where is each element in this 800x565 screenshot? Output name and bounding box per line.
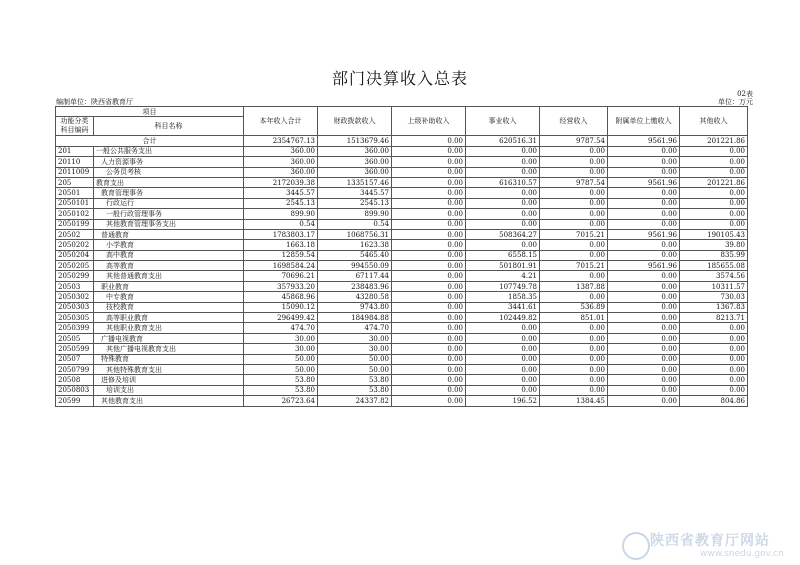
cell-value: 0.00 — [392, 167, 466, 177]
cell-value: 1698584.24 — [244, 261, 318, 271]
cell-name: 一般公共服务支出 — [94, 146, 244, 156]
watermark-logo-icon — [622, 532, 650, 560]
cell-value: 0.00 — [540, 240, 608, 250]
cell-value: 0.00 — [392, 333, 466, 343]
cell-value: 0.00 — [608, 313, 680, 323]
organization-label: 编制单位：陕西省教育厅 — [56, 98, 133, 106]
cell-value: 536.89 — [540, 302, 608, 312]
cell-value: 360.00 — [318, 146, 392, 156]
cell-value: 3441.61 — [466, 302, 540, 312]
cell-value: 0.00 — [392, 209, 466, 219]
cell-code: 2050199 — [56, 219, 94, 229]
cell-value: 296499.42 — [244, 313, 318, 323]
table-row — [56, 209, 748, 219]
cell-value: 50.00 — [318, 354, 392, 364]
cell-value: 0.00 — [540, 333, 608, 343]
form-number: 02表 — [737, 90, 753, 98]
cell-code: 2050599 — [56, 344, 94, 354]
cell-value: 0.00 — [466, 354, 540, 364]
cell-name: 高等教育 — [94, 261, 244, 271]
header-col-other: 其他收入 — [680, 107, 748, 136]
cell-value: 0.00 — [608, 271, 680, 281]
table-row — [56, 146, 748, 156]
cell-value: 6558.15 — [466, 250, 540, 260]
cell-value: 0.00 — [466, 167, 540, 177]
cell-value: 30.00 — [318, 333, 392, 343]
table-row — [56, 375, 748, 385]
cell-value: 0.00 — [392, 198, 466, 208]
table-row — [56, 240, 748, 250]
cell-value: 1367.83 — [680, 302, 748, 312]
cell-value: 0.00 — [540, 188, 608, 198]
cell-value: 9561.96 — [608, 261, 680, 271]
cell-value: 0.00 — [466, 364, 540, 374]
cell-value: 0.00 — [540, 167, 608, 177]
cell-value: 70696.21 — [244, 271, 318, 281]
cell-value: 0.00 — [392, 188, 466, 198]
cell-value: 0.00 — [540, 146, 608, 156]
cell-value: 835.99 — [680, 250, 748, 260]
cell-code: 2050799 — [56, 364, 94, 374]
cell-name: 行政运行 — [94, 198, 244, 208]
cell-value: 0.00 — [608, 281, 680, 291]
cell-value: 899.90 — [318, 209, 392, 219]
cell-value: 190105.43 — [680, 229, 748, 239]
cell-value: 0.00 — [540, 364, 608, 374]
cell-value: 0.00 — [392, 146, 466, 156]
cell-value: 0.00 — [392, 313, 466, 323]
cell-value: 1335157.46 — [318, 177, 392, 187]
cell-name: 高等职业教育 — [94, 313, 244, 323]
cell-value: 0.00 — [608, 157, 680, 167]
cell-value: 30.00 — [318, 344, 392, 354]
table-row — [56, 250, 748, 260]
cell-value: 0.00 — [392, 292, 466, 302]
cell-value: 201221.86 — [680, 177, 748, 187]
cell-value: 0.00 — [392, 261, 466, 271]
cell-code: 2050399 — [56, 323, 94, 333]
cell-value: 24337.82 — [318, 396, 392, 406]
cell-value: 0.54 — [318, 219, 392, 229]
cell-name: 教育支出 — [94, 177, 244, 187]
cell-code: 20501 — [56, 188, 94, 198]
cell-value: 53.80 — [244, 375, 318, 385]
table-row — [56, 281, 748, 291]
cell-value: 1623.38 — [318, 240, 392, 250]
cell-value: 0.00 — [680, 354, 748, 364]
cell-name: 其他普通教育支出 — [94, 271, 244, 281]
watermark-url: www.snedu.gov.cn — [700, 549, 784, 559]
table-row — [56, 364, 748, 374]
cell-code: 2050299 — [56, 271, 94, 281]
cell-name: 其他职业教育支出 — [94, 323, 244, 333]
cell-value: 0.00 — [466, 323, 540, 333]
cell-value: 50.00 — [244, 354, 318, 364]
cell-value: 0.00 — [392, 250, 466, 260]
cell-value: 0.00 — [466, 333, 540, 343]
cell-value: 0.00 — [540, 375, 608, 385]
table-row — [56, 313, 748, 323]
cell-name: 小学教育 — [94, 240, 244, 250]
cell-value: 0.00 — [392, 240, 466, 250]
cell-value: 10311.57 — [680, 281, 748, 291]
cell-value: 12859.54 — [244, 250, 318, 260]
cell-value: 0.00 — [680, 375, 748, 385]
unit-label: 单位：万元 — [718, 98, 753, 106]
cell-value: 107749.78 — [466, 281, 540, 291]
cell-name: 普通教育 — [94, 229, 244, 239]
cell-value: 1858.35 — [466, 292, 540, 302]
cell-value: 851.01 — [540, 313, 608, 323]
cell-value: 3445.57 — [318, 188, 392, 198]
watermark-text: 陕西省教育厅网站 — [650, 533, 770, 549]
cell-value: 0.00 — [540, 157, 608, 167]
cell-code: 2050305 — [56, 313, 94, 323]
cell-value: 0.00 — [608, 198, 680, 208]
cell-code: 20503 — [56, 281, 94, 291]
cell-value: 0.00 — [392, 385, 466, 395]
cell-value: 0.00 — [608, 302, 680, 312]
cell-value: 0.00 — [466, 157, 540, 167]
cell-value: 474.70 — [244, 323, 318, 333]
cell-value: 0.00 — [540, 354, 608, 364]
cell-value: 804.86 — [680, 396, 748, 406]
cell-value: 0.00 — [608, 240, 680, 250]
cell-value: 9561.96 — [608, 229, 680, 239]
cell-value: 0.00 — [540, 292, 608, 302]
cell-code: 2050302 — [56, 292, 94, 302]
cell-value: 50.00 — [318, 364, 392, 374]
cell-name: 其他广播电视教育支出 — [94, 344, 244, 354]
cell-name: 一般行政管理事务 — [94, 209, 244, 219]
cell-value: 730.03 — [680, 292, 748, 302]
cell-value: 0.00 — [540, 323, 608, 333]
cell-value: 0.00 — [680, 146, 748, 156]
cell-value: 0.00 — [392, 323, 466, 333]
cell-value: 9561.96 — [608, 177, 680, 187]
cell-value: 0.00 — [392, 136, 466, 146]
cell-value: 45868.96 — [244, 292, 318, 302]
cell-value: 238483.96 — [318, 281, 392, 291]
cell-value: 0.00 — [608, 344, 680, 354]
cell-value: 0.00 — [392, 364, 466, 374]
cell-value: 0.00 — [680, 323, 748, 333]
cell-value: 0.00 — [466, 375, 540, 385]
cell-value: 0.00 — [392, 354, 466, 364]
cell-value: 0.00 — [608, 385, 680, 395]
cell-value: 0.00 — [608, 146, 680, 156]
cell-value: 360.00 — [318, 167, 392, 177]
cell-code: 20599 — [56, 396, 94, 406]
cell-value: 67117.44 — [318, 271, 392, 281]
total-label: 合计 — [56, 136, 244, 146]
cell-value: 0.00 — [392, 396, 466, 406]
cell-value: 0.00 — [466, 344, 540, 354]
cell-value: 1663.18 — [244, 240, 318, 250]
cell-value: 0.00 — [680, 344, 748, 354]
cell-value: 0.00 — [392, 344, 466, 354]
table-row — [56, 344, 748, 354]
cell-value: 620516.31 — [466, 136, 540, 146]
cell-value: 0.00 — [680, 157, 748, 167]
cell-value: 1783803.17 — [244, 229, 318, 239]
table-row — [56, 177, 748, 187]
cell-value: 0.00 — [680, 364, 748, 374]
income-summary-table — [55, 106, 748, 407]
cell-code: 20110 — [56, 157, 94, 167]
cell-code: 2050303 — [56, 302, 94, 312]
cell-value: 0.00 — [608, 209, 680, 219]
cell-value: 0.00 — [392, 271, 466, 281]
cell-value: 8213.71 — [680, 313, 748, 323]
cell-value: 196.52 — [466, 396, 540, 406]
cell-name: 培训支出 — [94, 385, 244, 395]
header-col-business: 事业收入 — [466, 107, 540, 136]
cell-value: 0.00 — [392, 229, 466, 239]
cell-code: 2050205 — [56, 261, 94, 271]
cell-value: 357933.20 — [244, 281, 318, 291]
cell-code: 20505 — [56, 333, 94, 343]
cell-value: 9561.96 — [608, 136, 680, 146]
header-name: 科目名称 — [94, 117, 244, 136]
cell-value: 2354767.13 — [244, 136, 318, 146]
cell-value: 7015.21 — [540, 229, 608, 239]
cell-code: 205 — [56, 177, 94, 187]
cell-value: 9743.80 — [318, 302, 392, 312]
cell-value: 2545.13 — [318, 198, 392, 208]
cell-value: 0.00 — [608, 323, 680, 333]
cell-value: 360.00 — [244, 167, 318, 177]
cell-name: 技校教育 — [94, 302, 244, 312]
cell-value: 0.00 — [608, 219, 680, 229]
cell-value: 1387.88 — [540, 281, 608, 291]
cell-value: 1513679.46 — [318, 136, 392, 146]
cell-value: 0.00 — [466, 219, 540, 229]
cell-code: 201 — [56, 146, 94, 156]
cell-value: 53.80 — [244, 385, 318, 395]
table-row — [56, 157, 748, 167]
cell-value: 0.00 — [540, 385, 608, 395]
cell-name: 教育管理事务 — [94, 188, 244, 198]
cell-value: 26723.64 — [244, 396, 318, 406]
header-col-total: 本年收入合计 — [244, 107, 318, 136]
cell-value: 53.80 — [318, 375, 392, 385]
cell-value: 15090.12 — [244, 302, 318, 312]
cell-name: 广播电视教育 — [94, 333, 244, 343]
cell-value: 0.00 — [608, 250, 680, 260]
cell-code: 2050803 — [56, 385, 94, 395]
cell-name: 人力资源事务 — [94, 157, 244, 167]
table-row — [56, 354, 748, 364]
cell-value: 360.00 — [244, 157, 318, 167]
cell-name: 其他教育支出 — [94, 396, 244, 406]
cell-value: 7015.21 — [540, 261, 608, 271]
cell-value: 508364.27 — [466, 229, 540, 239]
cell-value: 0.00 — [392, 177, 466, 187]
cell-value: 5465.40 — [318, 250, 392, 260]
cell-value: 0.00 — [466, 188, 540, 198]
cell-code: 20508 — [56, 375, 94, 385]
cell-value: 0.00 — [608, 292, 680, 302]
table-row — [56, 385, 748, 395]
cell-value: 0.00 — [680, 385, 748, 395]
cell-value: 0.00 — [608, 188, 680, 198]
cell-value: 0.00 — [680, 219, 748, 229]
header-col-affiliated: 附属单位上缴收入 — [608, 107, 680, 136]
cell-value: 994550.09 — [318, 261, 392, 271]
cell-value: 201221.86 — [680, 136, 748, 146]
cell-value: 0.00 — [680, 333, 748, 343]
header-col-operating: 经营收入 — [540, 107, 608, 136]
cell-value: 185655.08 — [680, 261, 748, 271]
header-col-superior: 上级补助收入 — [392, 107, 466, 136]
cell-name: 其他特殊教育支出 — [94, 364, 244, 374]
cell-value: 0.00 — [608, 364, 680, 374]
cell-code: 2050102 — [56, 209, 94, 219]
cell-value: 2545.13 — [244, 198, 318, 208]
table-row — [56, 188, 748, 198]
table-row — [56, 333, 748, 343]
cell-value: 360.00 — [244, 146, 318, 156]
cell-value: 0.00 — [680, 167, 748, 177]
cell-value: 0.00 — [392, 219, 466, 229]
cell-value: 0.00 — [680, 198, 748, 208]
cell-name: 高中教育 — [94, 250, 244, 260]
cell-value: 9787.54 — [540, 177, 608, 187]
table-row — [56, 396, 748, 406]
cell-value: 0.00 — [392, 375, 466, 385]
header-item: 项目 — [56, 107, 244, 117]
cell-value: 0.00 — [466, 209, 540, 219]
cell-value: 0.00 — [540, 219, 608, 229]
cell-value: 0.00 — [680, 188, 748, 198]
cell-value: 474.70 — [318, 323, 392, 333]
cell-value: 616310.57 — [466, 177, 540, 187]
cell-value: 0.00 — [680, 209, 748, 219]
table-row — [56, 302, 748, 312]
cell-value: 3574.56 — [680, 271, 748, 281]
table-row — [56, 167, 748, 177]
report-title: 部门决算收入总表 — [331, 69, 468, 88]
cell-value: 0.00 — [392, 281, 466, 291]
cell-value: 899.90 — [244, 209, 318, 219]
table-row — [56, 323, 748, 333]
cell-value: 0.00 — [466, 198, 540, 208]
table-row — [56, 271, 748, 281]
cell-value: 360.00 — [318, 157, 392, 167]
cell-value: 0.00 — [608, 167, 680, 177]
cell-value: 1068756.31 — [318, 229, 392, 239]
cell-value: 4.21 — [466, 271, 540, 281]
cell-value: 1384.45 — [540, 396, 608, 406]
cell-value: 0.00 — [540, 198, 608, 208]
header-col-fiscal: 财政拨款收入 — [318, 107, 392, 136]
table-row — [56, 198, 748, 208]
header-code: 功能分类科目编码 — [56, 117, 94, 136]
cell-value: 0.00 — [540, 209, 608, 219]
cell-value: 501801.91 — [466, 261, 540, 271]
cell-code: 20507 — [56, 354, 94, 364]
table-row — [56, 229, 748, 239]
cell-value: 0.00 — [608, 333, 680, 343]
table-row — [56, 261, 748, 271]
cell-value: 102449.82 — [466, 313, 540, 323]
cell-name: 公务员考核 — [94, 167, 244, 177]
cell-value: 0.00 — [608, 354, 680, 364]
cell-name: 特殊教育 — [94, 354, 244, 364]
cell-value: 0.00 — [608, 396, 680, 406]
cell-code: 20502 — [56, 229, 94, 239]
cell-code: 2050101 — [56, 198, 94, 208]
cell-value: 43280.58 — [318, 292, 392, 302]
table-row — [56, 292, 748, 302]
cell-value: 0.00 — [608, 375, 680, 385]
cell-value: 0.00 — [466, 146, 540, 156]
cell-value: 50.00 — [244, 364, 318, 374]
cell-value: 2172039.38 — [244, 177, 318, 187]
cell-value: 0.00 — [540, 271, 608, 281]
cell-code: 2050202 — [56, 240, 94, 250]
cell-value: 0.54 — [244, 219, 318, 229]
cell-code: 2050204 — [56, 250, 94, 260]
cell-name: 其他教育管理事务支出 — [94, 219, 244, 229]
cell-value: 0.00 — [540, 344, 608, 354]
cell-value: 53.80 — [318, 385, 392, 395]
cell-value: 30.00 — [244, 333, 318, 343]
cell-name: 职业教育 — [94, 281, 244, 291]
cell-value: 9787.54 — [540, 136, 608, 146]
cell-value: 0.00 — [392, 302, 466, 312]
cell-value: 0.00 — [466, 385, 540, 395]
cell-value: 0.00 — [392, 157, 466, 167]
cell-value: 0.00 — [466, 240, 540, 250]
cell-value: 39.80 — [680, 240, 748, 250]
cell-name: 中专教育 — [94, 292, 244, 302]
cell-value: 30.00 — [244, 344, 318, 354]
cell-value: 0.00 — [540, 250, 608, 260]
cell-name: 进修及培训 — [94, 375, 244, 385]
cell-value: 184984.88 — [318, 313, 392, 323]
cell-value: 3445.57 — [244, 188, 318, 198]
table-row — [56, 219, 748, 229]
total-row — [56, 136, 748, 146]
cell-code: 2011009 — [56, 167, 94, 177]
